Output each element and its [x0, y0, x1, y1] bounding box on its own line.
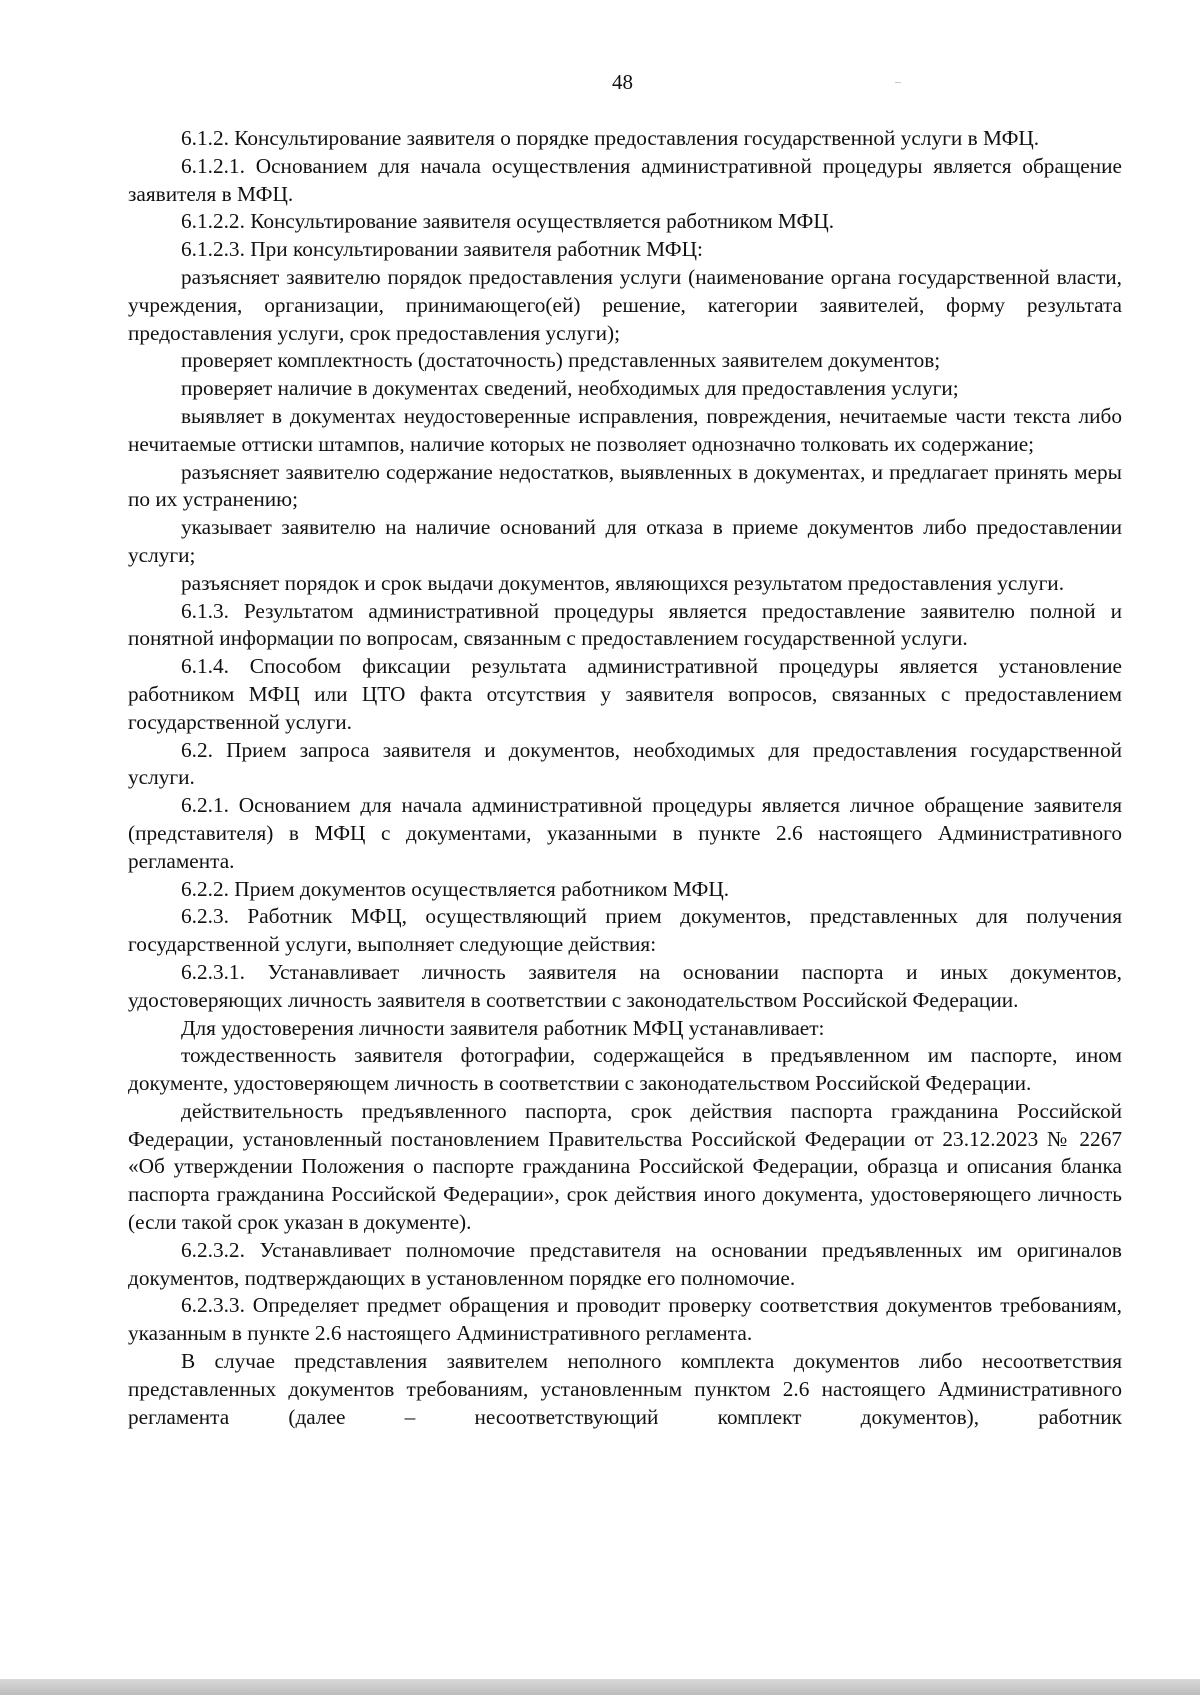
paragraph-6-2: 6.2. Прием запроса заявителя и документов, необходимых для предоставления государственной услуги. — [128, 737, 1122, 790]
paragraph-6-1-4: 6.1.4. Способом фиксации результата административной процедуры является установление работником МФЦ или ЦТО факта отсутствия у заявителя вопросов, связанных с предоставлением государственной услуги. — [128, 654, 1122, 734]
page-number: 48 — [612, 70, 633, 94]
list-item-checks-completeness: проверяет комплектность (достаточность) представленных заявителем документов; — [181, 348, 941, 373]
document-body — [128, 125, 1122, 1431]
list-item-passport-validity: действительность предъявленного паспорта, срок действия паспорта гражданина Российской Федерации, установленный постановлением Правительства Российской Федерации от 23.12.2023 № 2267 «Об утверждении Положения о паспорте гражданина Российской Федерации, образца и описания бланка паспорта гражданина Российской Федерации», срок действия иного документа, удостоверяющего личность (если такой срок указан в документе). — [128, 1098, 1122, 1235]
list-item-explains-deficiencies: разъясняет заявителю содержание недостатков, выявленных в документах, и предлагает принять меры по их устранению; — [128, 459, 1122, 512]
list-item-detects-corrections: выявляет в документах неудостоверенные исправления, повреждения, нечитаемые части текста либо нечитаемые оттиски штампов, наличие которых не позволяет однозначно толковать их содержание; — [128, 403, 1122, 456]
paragraph-6-1-2-2: 6.1.2.2. Консультирование заявителя осуществляется работником МФЦ. — [181, 209, 835, 234]
paragraph-identity-check: Для удостоверения личности заявителя работник МФЦ устанавливает: — [181, 1015, 825, 1040]
paragraph-incomplete-set: В случае представления заявителем неполного комплекта документов либо несоответствия представленных документов требованиям, установленным пунктом 2.6 настоящего Административного регламента (далее – несоответствующий комплект документов), работник — [128, 1349, 1122, 1429]
paragraph-6-2-2: 6.2.2. Прием документов осуществляется работником МФЦ. — [181, 876, 730, 901]
paragraph-6-2-3-3: 6.2.3.3. Определяет предмет обращения и проводит проверку соответствия документов требованиям, указанным в пункте 2.6 настоящего Административного регламента. — [128, 1293, 1122, 1346]
paragraph-6-2-3: 6.2.3. Работник МФЦ, осуществляющий прием документов, представленных для получения государственной услуги, выполняет следующие действия: — [128, 904, 1122, 957]
list-item-issuance-order: разъясняет порядок и срок выдачи документов, являющихся результатом предоставления услуги. — [181, 570, 1065, 595]
list-item-checks-information: проверяет наличие в документах сведений, необходимых для предоставления услуги; — [181, 376, 959, 401]
paragraph-6-2-3-1: 6.2.3.1. Устанавливает личность заявителя на основании паспорта и иных документов, удостоверяющих личность заявителя в соответствии с законодательством Российской Федерации. — [128, 959, 1122, 1012]
list-item-explains-procedure: разъясняет заявителю порядок предоставления услуги (наименование органа государственной власти, учреждения, организации, принимающего(ей) решение, категории заявителей, форму результата предоставления услуги, срок предоставления услуги); — [128, 264, 1122, 345]
list-item-photo-identity: тождественность заявителя фотографии, содержащейся в предъявленном им паспорте, ином документе, удостоверяющем личность в соответствии с законодательством Российской Федерации. — [128, 1043, 1122, 1096]
paragraph-6-1-3: 6.1.3. Результатом административной процедуры является предоставление заявителю полной и понятной информации по вопросам, связанным с предоставлением государственной услуги. — [128, 598, 1122, 651]
paragraph-6-2-3-2: 6.2.3.2. Устанавливает полномочие представителя на основании предъявленных им оригиналов документов, подтверждающих в установленном порядке его полномочие. — [128, 1237, 1122, 1290]
paragraph-6-1-2-1: 6.1.2.1. Основанием для начала осуществления административной процедуры является обращение заявителя в МФЦ. — [128, 153, 1122, 206]
list-item-refusal-grounds: указывает заявителю на наличие оснований для отказа в приеме документов либо предоставлении услуги; — [128, 515, 1122, 567]
paragraph-6-1-2-3: 6.1.2.3. При консультировании заявителя работник МФЦ: — [181, 237, 703, 262]
paragraph-6-2-1: 6.2.1. Основанием для начала административной процедуры является личное обращение заявителя (представителя) в МФЦ с документами, указанными в пункте 2.6 настоящего Административного регламента. — [128, 793, 1122, 873]
scan-bottom-edge — [0, 1679, 1200, 1695]
paragraph-6-1-2: 6.1.2. Консультирование заявителя о порядке предоставления государственной услуги в МФЦ. — [181, 126, 1040, 150]
